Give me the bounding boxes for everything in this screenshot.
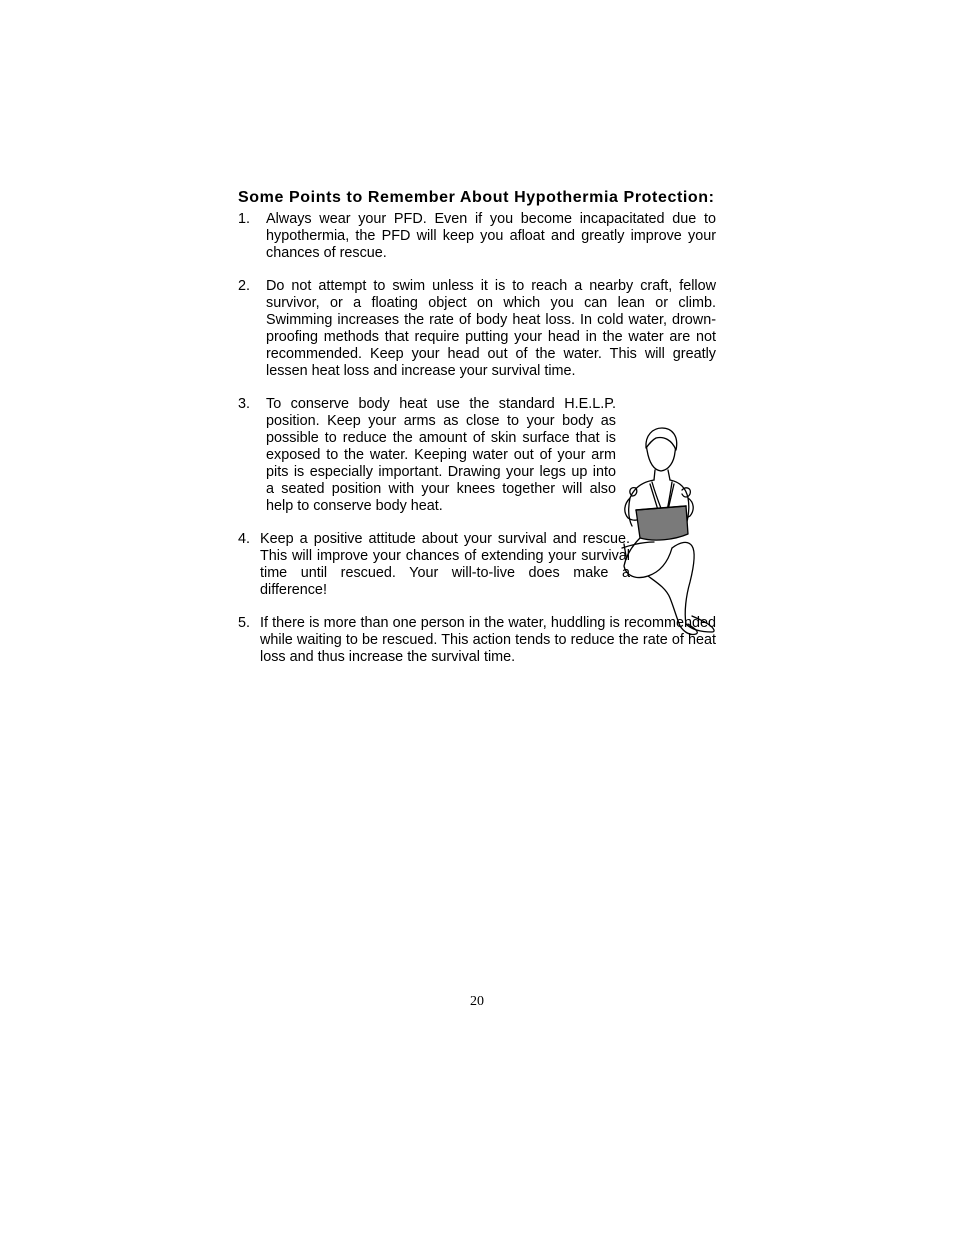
list-item-text: Do not attempt to swim unless it is to reach a nearby craft, fellow survivor, or a floating object on which you can lean or climb. Swimming increases the rate of body heat loss. In cold water, drown-proofing methods that require putting your head in the water are not recommended. Keep your head out of the water. This will greatly lessen heat loss and increase your survival time. [266,278,716,379]
help-position-illustration-icon [614,426,718,640]
legs-shape [624,538,672,578]
pfd-shape [636,506,688,540]
list-item [238,531,630,599]
list-item-number: 5. [238,615,251,631]
list-item-number: 4. [238,531,251,547]
hair-shape [646,428,677,450]
list-item [238,211,716,262]
list-item-text: To conserve body heat use the standard H.E.L.P. position. Keep your arms as close to your body as possible to reduce the amount of skin surface that is exposed to the water. Keeping water out of your arm pits is especially important. Drawing your legs up into a seated position with your knees together will also help to conserve body heat. [266,396,616,514]
list-item-number: 2. [238,278,251,294]
list-item [238,396,616,515]
list-item-number: 1. [238,211,251,227]
list-item [238,278,716,380]
page-number: 20 [470,994,484,1009]
list-item-text: Keep a positive attitude about your survival and rescue. This will improve your chances of extending your survival time until rescued. Your will-to-live does make a difference! [260,531,630,598]
list-item-text: If there is more than one person in the water, huddling is recommended while waiting to be rescued. This action tends to reduce the rate of heat loss and thus increase the survival time. [260,615,716,665]
section-heading: Some Points to Remember About Hypothermia Protection: [238,189,715,206]
list-item-number: 3. [238,396,251,412]
list-item-text: Always wear your PFD. Even if you become incapacitated due to hypothermia, the PFD will keep you afloat and greatly improve your chances of rescue. [266,211,716,261]
